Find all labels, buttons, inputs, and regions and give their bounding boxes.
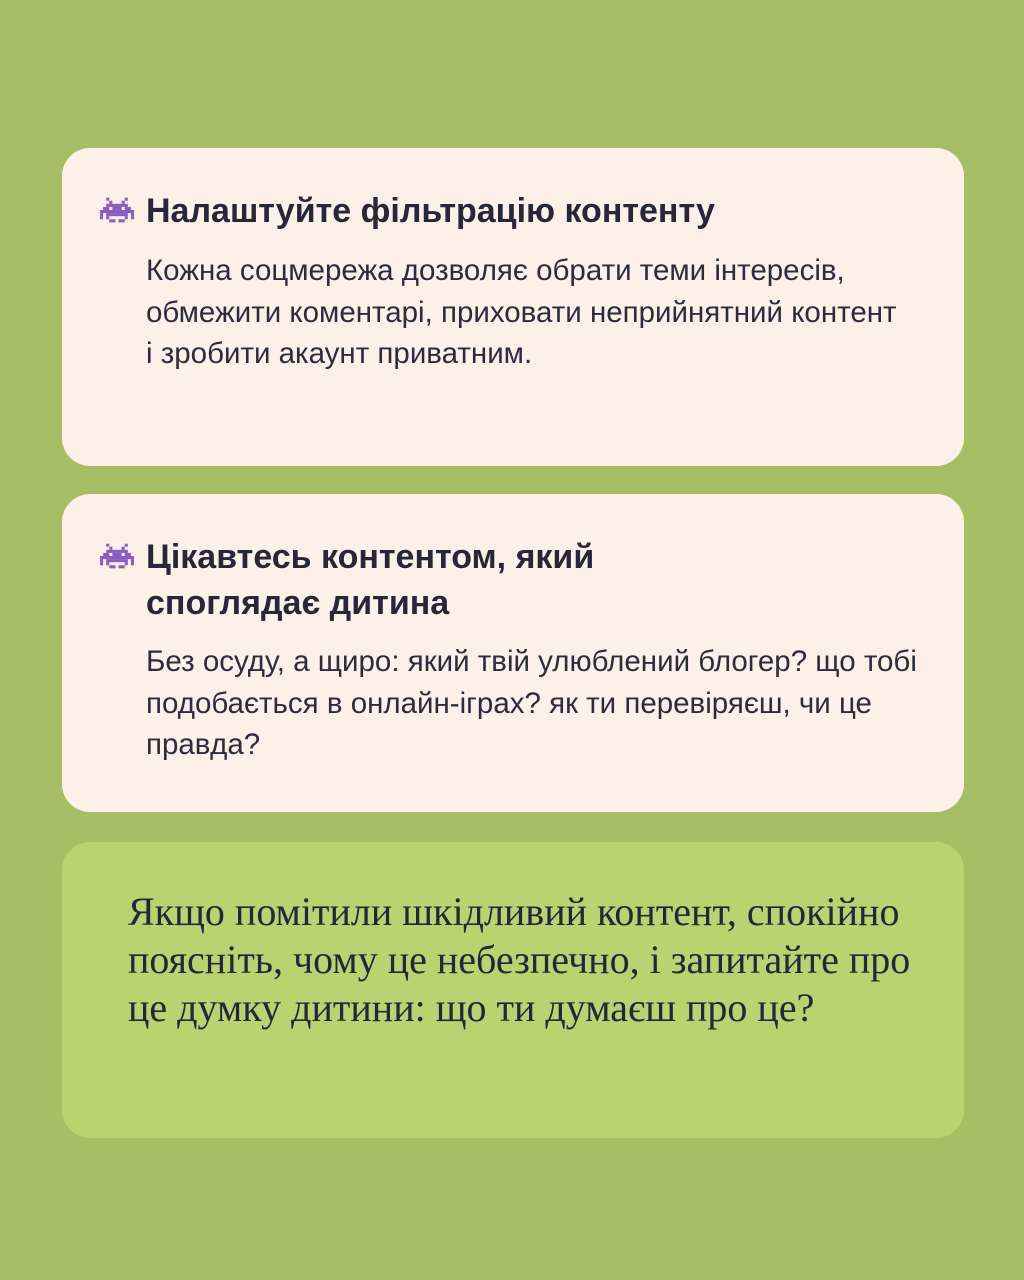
tip-body: Без осуду, а щиро: який твій улюблений блогер? що тобі подобається в онлайн-іграх? як ти перевіряєш, чи це правда? — [146, 645, 917, 761]
tip-card-content-filtering — [62, 148, 964, 466]
tip-heading — [100, 188, 715, 234]
tip-title: Налаштуйте фільтрацію контенту — [146, 192, 715, 230]
tip-card-watch-content — [62, 494, 964, 812]
alien-monster-icon — [100, 542, 134, 570]
tip-body: Кожна соцмережа дозволяє обрати теми інтересів, обмежити коментарі, приховати неприйнятний контент і зробити акаунт приватним. — [146, 254, 897, 370]
advice-card — [62, 842, 964, 1138]
tip-heading — [100, 534, 706, 626]
alien-monster-icon — [100, 196, 134, 224]
advice-text: Якщо помітили шкідливий контент, спокійно поясніть, чому це небезпечно, і запитайте про це думку дитини: що ти думаєш про це? — [128, 889, 911, 1030]
tip-title: Цікавтесь контентом, який споглядає дитина — [146, 538, 595, 622]
